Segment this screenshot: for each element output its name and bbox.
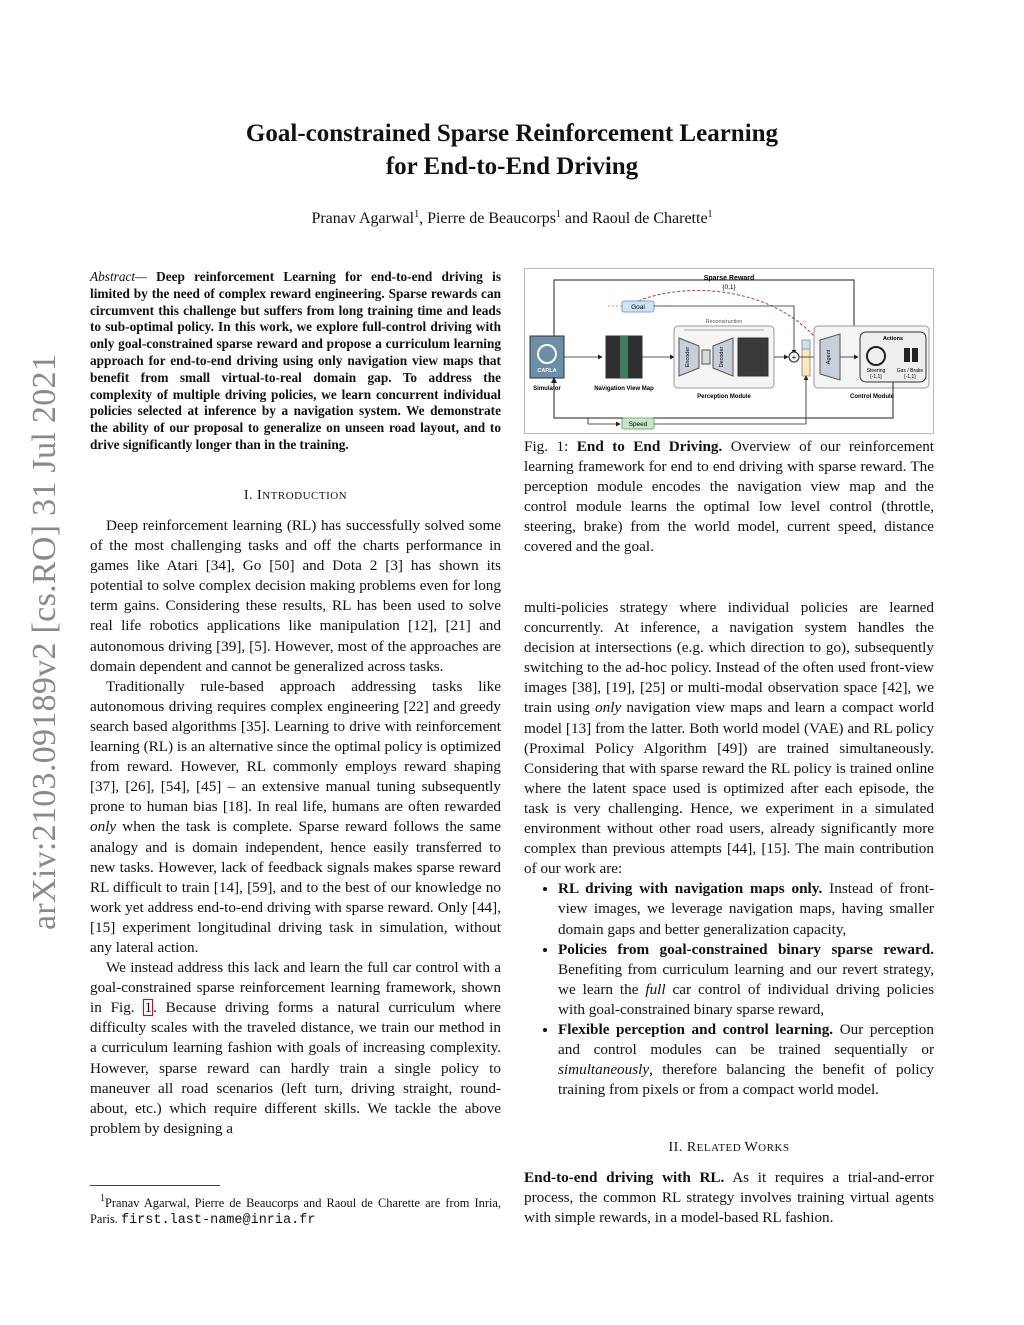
section-initial: W [744, 1140, 759, 1155]
bullet-title: Policies from goal-constrained binary sparse reward. [558, 940, 934, 958]
reward-set-label: {0,1} [722, 284, 736, 291]
emphasis: simultaneously [558, 1061, 650, 1079]
text-run: , therefore balancing the benefit of policy training from pixels or from a compact world model. [558, 1061, 934, 1099]
gas-brake-label: Gas / Brake [896, 368, 924, 374]
steering-label: Steering [866, 368, 886, 374]
paragraph [90, 958, 501, 1139]
author-email: first.last-name@inria.fr [120, 1213, 316, 1228]
author-name: Pranav Agarwal [311, 210, 415, 227]
actions-label: Actions [882, 336, 904, 342]
gas-brake-range: [-1,1] [904, 374, 916, 380]
run-in-heading: End-to-end driving with RL. [524, 1169, 725, 1186]
author-affiliation-mark: 1 [707, 209, 713, 220]
contribution-list [524, 879, 934, 1100]
section-numeral: II. [668, 1140, 687, 1155]
title-line-2: for End-to-End Driving [385, 153, 639, 180]
reconstruction-label: Reconstruction [705, 319, 743, 325]
abstract-lead: Abstract— [90, 269, 147, 284]
paper-title [0, 117, 1024, 183]
title-line-1: Goal-constrained Sparse Reinforcement Learning [245, 120, 779, 147]
footnote-rule [90, 1185, 220, 1186]
abstract-text: Deep reinforcement Learning for end-to-end driving is limited by the need of complex reward engineering. Sparse rewards can circumvent this challenge but suffers from long training time and leads to sub-optimal policy. In this work, we explore full-control driving with only goal-constrained sparse reward and propose a curriculum learning approach for end-to-end driving using only navigation view maps that benefit from small virtual-to-real domain gap. To address the complexity of multiple driving policies, we learn concurrent individual policies selected at inference by a navigation system. We demonstrate the ability of our proposal to generalize on unseen road layout, and to drive significantly longer than in the training. [90, 269, 501, 452]
text-run: Benefiting from curriculum learning and our revert strategy, we learn the [558, 960, 934, 998]
author-affiliation-mark: 1 [555, 209, 561, 220]
section-title-rest: ORKS [758, 1142, 790, 1154]
paragraph [90, 677, 501, 958]
latent-vector [702, 350, 710, 364]
speed-label: Speed [628, 421, 648, 428]
caption-label: Fig. 1: [524, 438, 577, 455]
author-name: Raoul de Charette [592, 210, 708, 227]
section-numeral: I. [243, 488, 258, 503]
decoder-label: Decoder [719, 346, 725, 368]
figure-caption [524, 437, 934, 558]
reconstructed-map [738, 338, 768, 376]
pedal-icon [912, 348, 918, 362]
text-run: Instead of front-view images, we leverage navigation maps, having smaller domain gaps and better generalization capacity, [558, 880, 934, 938]
list-item [558, 1020, 934, 1100]
emphasis: only [595, 699, 622, 717]
author-name: Pierre de Beaucorps [427, 210, 556, 227]
framework-diagram [524, 268, 934, 434]
goal-label: Goal [631, 304, 645, 311]
author-list [0, 210, 1024, 228]
text-run: navigation view maps and learn a compact world model [13] from the latter. Both world model (VAE) and RL policy (Proximal Policy Algorithm [49]) are trained simultaneously. Considering that with sparse reward the RL policy is trained online where the latent space used is optimized after each episode, the task is very challenging. Hence, we experiment in a simulated environment without other road users, already significantly more complex than previous attempts [44], [15]. The main contribution of our work are: [524, 699, 934, 878]
section-title-rest: NTRODUCTION [262, 490, 348, 502]
text-run: We instead address this lack and learn the full car control with a goal-constrained sparse reinforcement learning framework, shown in Fig. [90, 959, 501, 1017]
agent-label: Agent [826, 349, 832, 365]
introduction-body [90, 516, 501, 1139]
caption-text: Overview of our reinforcement learning framework for end to end driving with sparse reward. The perception module encodes the navigation view map and the control module learns the optimal low level control (throttle, steering, brake) from the world model, current speed, distance covered and the goal. [524, 438, 935, 556]
abstract [90, 269, 501, 454]
simulator-label: Simulator [533, 386, 561, 392]
steering-range: [-1,1] [870, 374, 882, 380]
bullet-title: Flexible perception and control learning. [558, 1020, 834, 1038]
sparse-reward-label: Sparse Reward [703, 275, 755, 282]
text-run: when the task is complete. Sparse reward follows the same analogy and is domain independent, hence easily transferred to new tasks. However, lack of feedback signals makes sparse reward RL difficult to train [14], [59], and to the best of our knowledge no work yet address end-to-end driving with sparse reward. Only [44], [15] experiment longitudinal driving task in simulation, without any lateral action. [90, 818, 501, 956]
text-run: multi-policies strategy where individual policies are learned concurrently. At inference, a navigation system handles the decision at intersections (e.g. which direction to go), subsequently switching to the ad-hoc policy. Instead of the often used front-view images [38], [19], [25] or multi-modal observation space [42], we train using [524, 599, 934, 717]
carla-label: CARLA [537, 368, 557, 374]
bullet-title: RL driving with navigation maps only. [558, 880, 823, 898]
perception-module-label: Perception Module [697, 394, 751, 400]
affiliation-footnote [90, 1195, 501, 1229]
emphasis: only [90, 818, 117, 836]
control-module-label: Control Module [850, 394, 894, 400]
section-heading-related-works [524, 1140, 934, 1156]
text-run: As it requires a trial-and-error process, the common RL strategy involves training virtual agents with simple rewards, in a model-based RL fashion. [524, 1169, 934, 1227]
road-lane [620, 336, 628, 378]
text-run: Traditionally rule-based approach addressing tasks like autonomous driving requires complex engineering [22] and greedy search based algorithms [35]. Learning to drive with reinforcement learning (RL) is an alternative since the optimal policy is optimized from reward. However, RL commonly employs reward shaping [37], [26], [54], [45] – an extensive manual tuning subsequently prone to human bias [18]. In real life, humans are often rewarded [90, 677, 501, 816]
arxiv-identifier-stamp: arXiv:2103.09189v2 [cs.RO] 31 Jul 2021 [26, 353, 63, 930]
section-heading-introduction [90, 488, 501, 504]
footnote-text: Pranav Agarwal, Pierre de Beaucorps and Raoul de Charette are from Inria, Paris. [90, 1196, 501, 1226]
section-initial: I [257, 488, 263, 503]
caption-title: End to End Driving. [576, 438, 723, 455]
navigation-map-label: Navigation View Map [594, 386, 654, 392]
encoder-label: Encoder [685, 346, 691, 368]
text-run: . Because driving forms a natural curriculum where difficulty scales with the traveled distance, we train our method in a curriculum learning fashion with goals of increasing complexity. However, sparse reward can hardly train a single policy to maneuver all road scenarios (left turn, driving straight, round-about, etc.) which require different skills. We tackle the above problem by designing a [90, 999, 501, 1137]
right-column-body [524, 598, 934, 1100]
list-item [558, 940, 934, 1020]
paragraph: Deep reinforcement learning (RL) has successfully solved some of the most challenging tasks and off the charts performance in games like Atari [34], Go [50] and Dota 2 [3] has shown its potential to solve complex decision making problems even for long term gains. Considering these results, RL has been used to solve real life robotics applications like manipulation [12], [21] and autonomous driving [39], [5]. However, most of the approaches are domain dependent and cannot be generalized across tasks. [90, 517, 501, 675]
paragraph [524, 598, 934, 879]
author-separator: and [560, 210, 593, 227]
section-initial: R [686, 1140, 697, 1155]
pedal-icon [904, 348, 910, 362]
list-item [558, 879, 934, 939]
plus-icon: + [791, 353, 797, 362]
text-run: Our perception and control modules can be trained sequentially or [558, 1020, 934, 1059]
related-works-body [524, 1168, 934, 1228]
figure-reference-link[interactable]: 1 [144, 999, 153, 1017]
emphasis: full [645, 980, 666, 998]
author-affiliation-mark: 1 [414, 209, 420, 220]
footnote-mark: 1 [100, 1193, 105, 1204]
state-vector-goal [802, 340, 810, 349]
text-run: car control of individual driving policies with goal-constrained binary sparse reward, [558, 980, 934, 1018]
author-separator: , [419, 210, 428, 227]
section-title-rest: ELATED [696, 1142, 745, 1154]
